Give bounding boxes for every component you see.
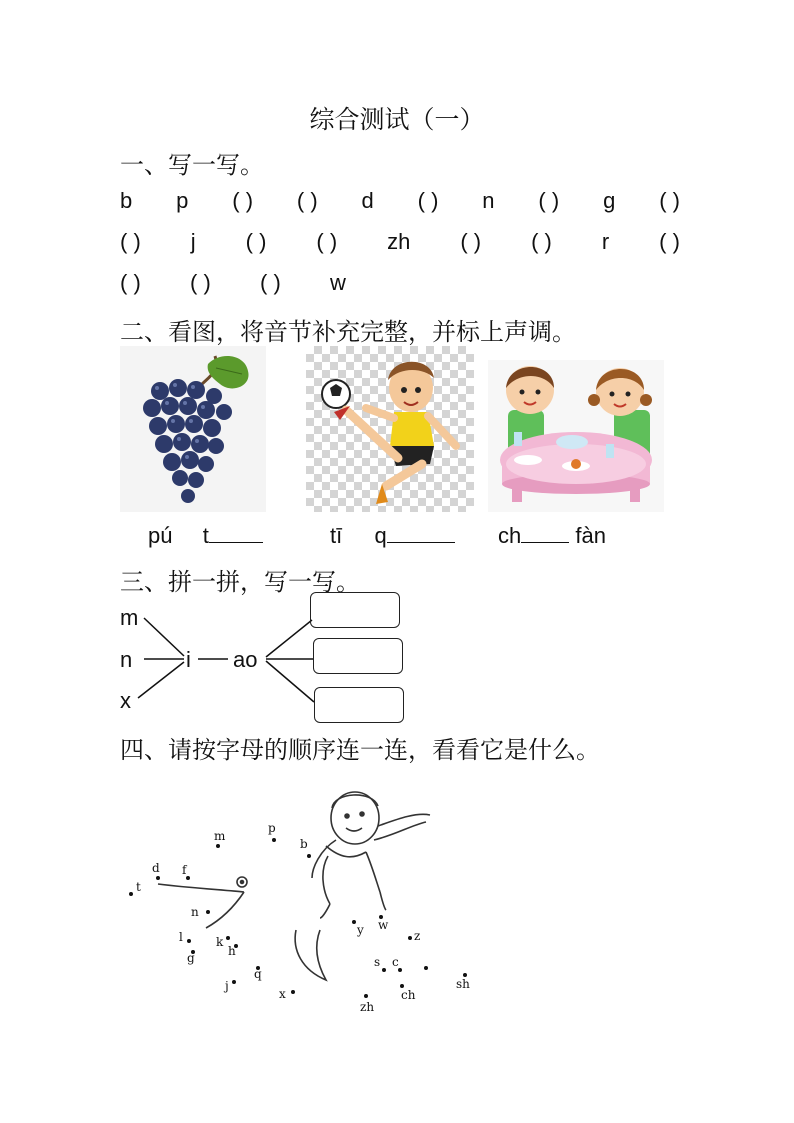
dot-label: d [152,861,160,875]
dots [129,838,467,998]
dot-label: sh [456,977,470,991]
answer-blank[interactable]: ( ) [531,229,552,254]
cell: j [190,229,196,254]
cell: w [330,270,346,295]
dot-label: zh [360,1000,375,1014]
answer-blank[interactable]: ( ) [659,229,680,254]
dot-label: w [378,918,389,932]
dot-label: h [228,944,236,958]
dot-label: f [182,863,187,877]
dot-label: g [187,951,195,965]
cell: zh [387,229,411,254]
dot-label: s [374,955,381,969]
pinyin-text: t [202,523,209,548]
dot-label: p [268,821,276,835]
dot-label: q [254,967,262,981]
initial-x: x [120,688,131,713]
dot-label: c [392,955,399,969]
initial-m: m [120,605,139,630]
cell: g [603,188,616,213]
answer-blank[interactable]: ( ) [296,188,318,213]
pinyin-text: tī [330,523,343,548]
pinyin-text: ch [498,523,522,548]
answer-blank[interactable]: ( ) [120,229,141,254]
dot-label: k [216,935,224,949]
cell: b [120,188,133,213]
cell: d [361,188,374,213]
answer-blank[interactable]: ( ) [232,188,254,213]
dot-label: m [214,829,226,843]
page-title: 综合测试（一） [309,105,485,134]
dot-label: n [191,905,199,919]
answer-blank[interactable]: ( ) [417,188,439,213]
cell: p [176,188,189,213]
dot-label: z [414,929,421,943]
initial-n: n [120,647,133,672]
dot-label: j [225,979,229,993]
cell: r [601,229,610,254]
section-3-heading: 三、拼一拼，写一写。 [120,568,360,596]
answer-blank[interactable]: ( ) [260,270,281,295]
pinyin-text: q [374,523,387,548]
answer-blank[interactable]: ( ) [659,188,680,213]
dot-label: l [179,930,183,944]
answer-blank[interactable]: ( ) [120,270,141,295]
section-4-heading: 四、请按字母的顺序连一连，看看它是什么。 [120,736,600,764]
fish-outline [158,877,247,928]
answer-blank[interactable]: ( ) [190,270,211,295]
boy-outline [295,792,430,980]
answer-blank[interactable]: ( ) [245,229,267,254]
dot-label: t [136,880,141,894]
section-1-heading: 一、写一写。 [120,151,264,179]
dot-labels [136,821,470,1014]
section-2-heading: 二、看图，将音节补充完整，并标上声调。 [120,318,576,346]
dot-label: y [357,923,364,937]
answer-blank[interactable]: ( ) [460,229,482,254]
final-ao: ao [233,647,258,672]
dot-label: ch [401,988,416,1002]
pinyin-text: fàn [575,523,606,548]
dot-label: b [300,837,308,851]
answer-blank[interactable]: ( ) [538,188,560,213]
dot-label: x [279,987,286,1001]
medial-i: i [186,647,191,672]
cell: n [482,188,495,213]
answer-blank[interactable]: ( ) [316,229,338,254]
pinyin-text: pú [148,523,173,548]
